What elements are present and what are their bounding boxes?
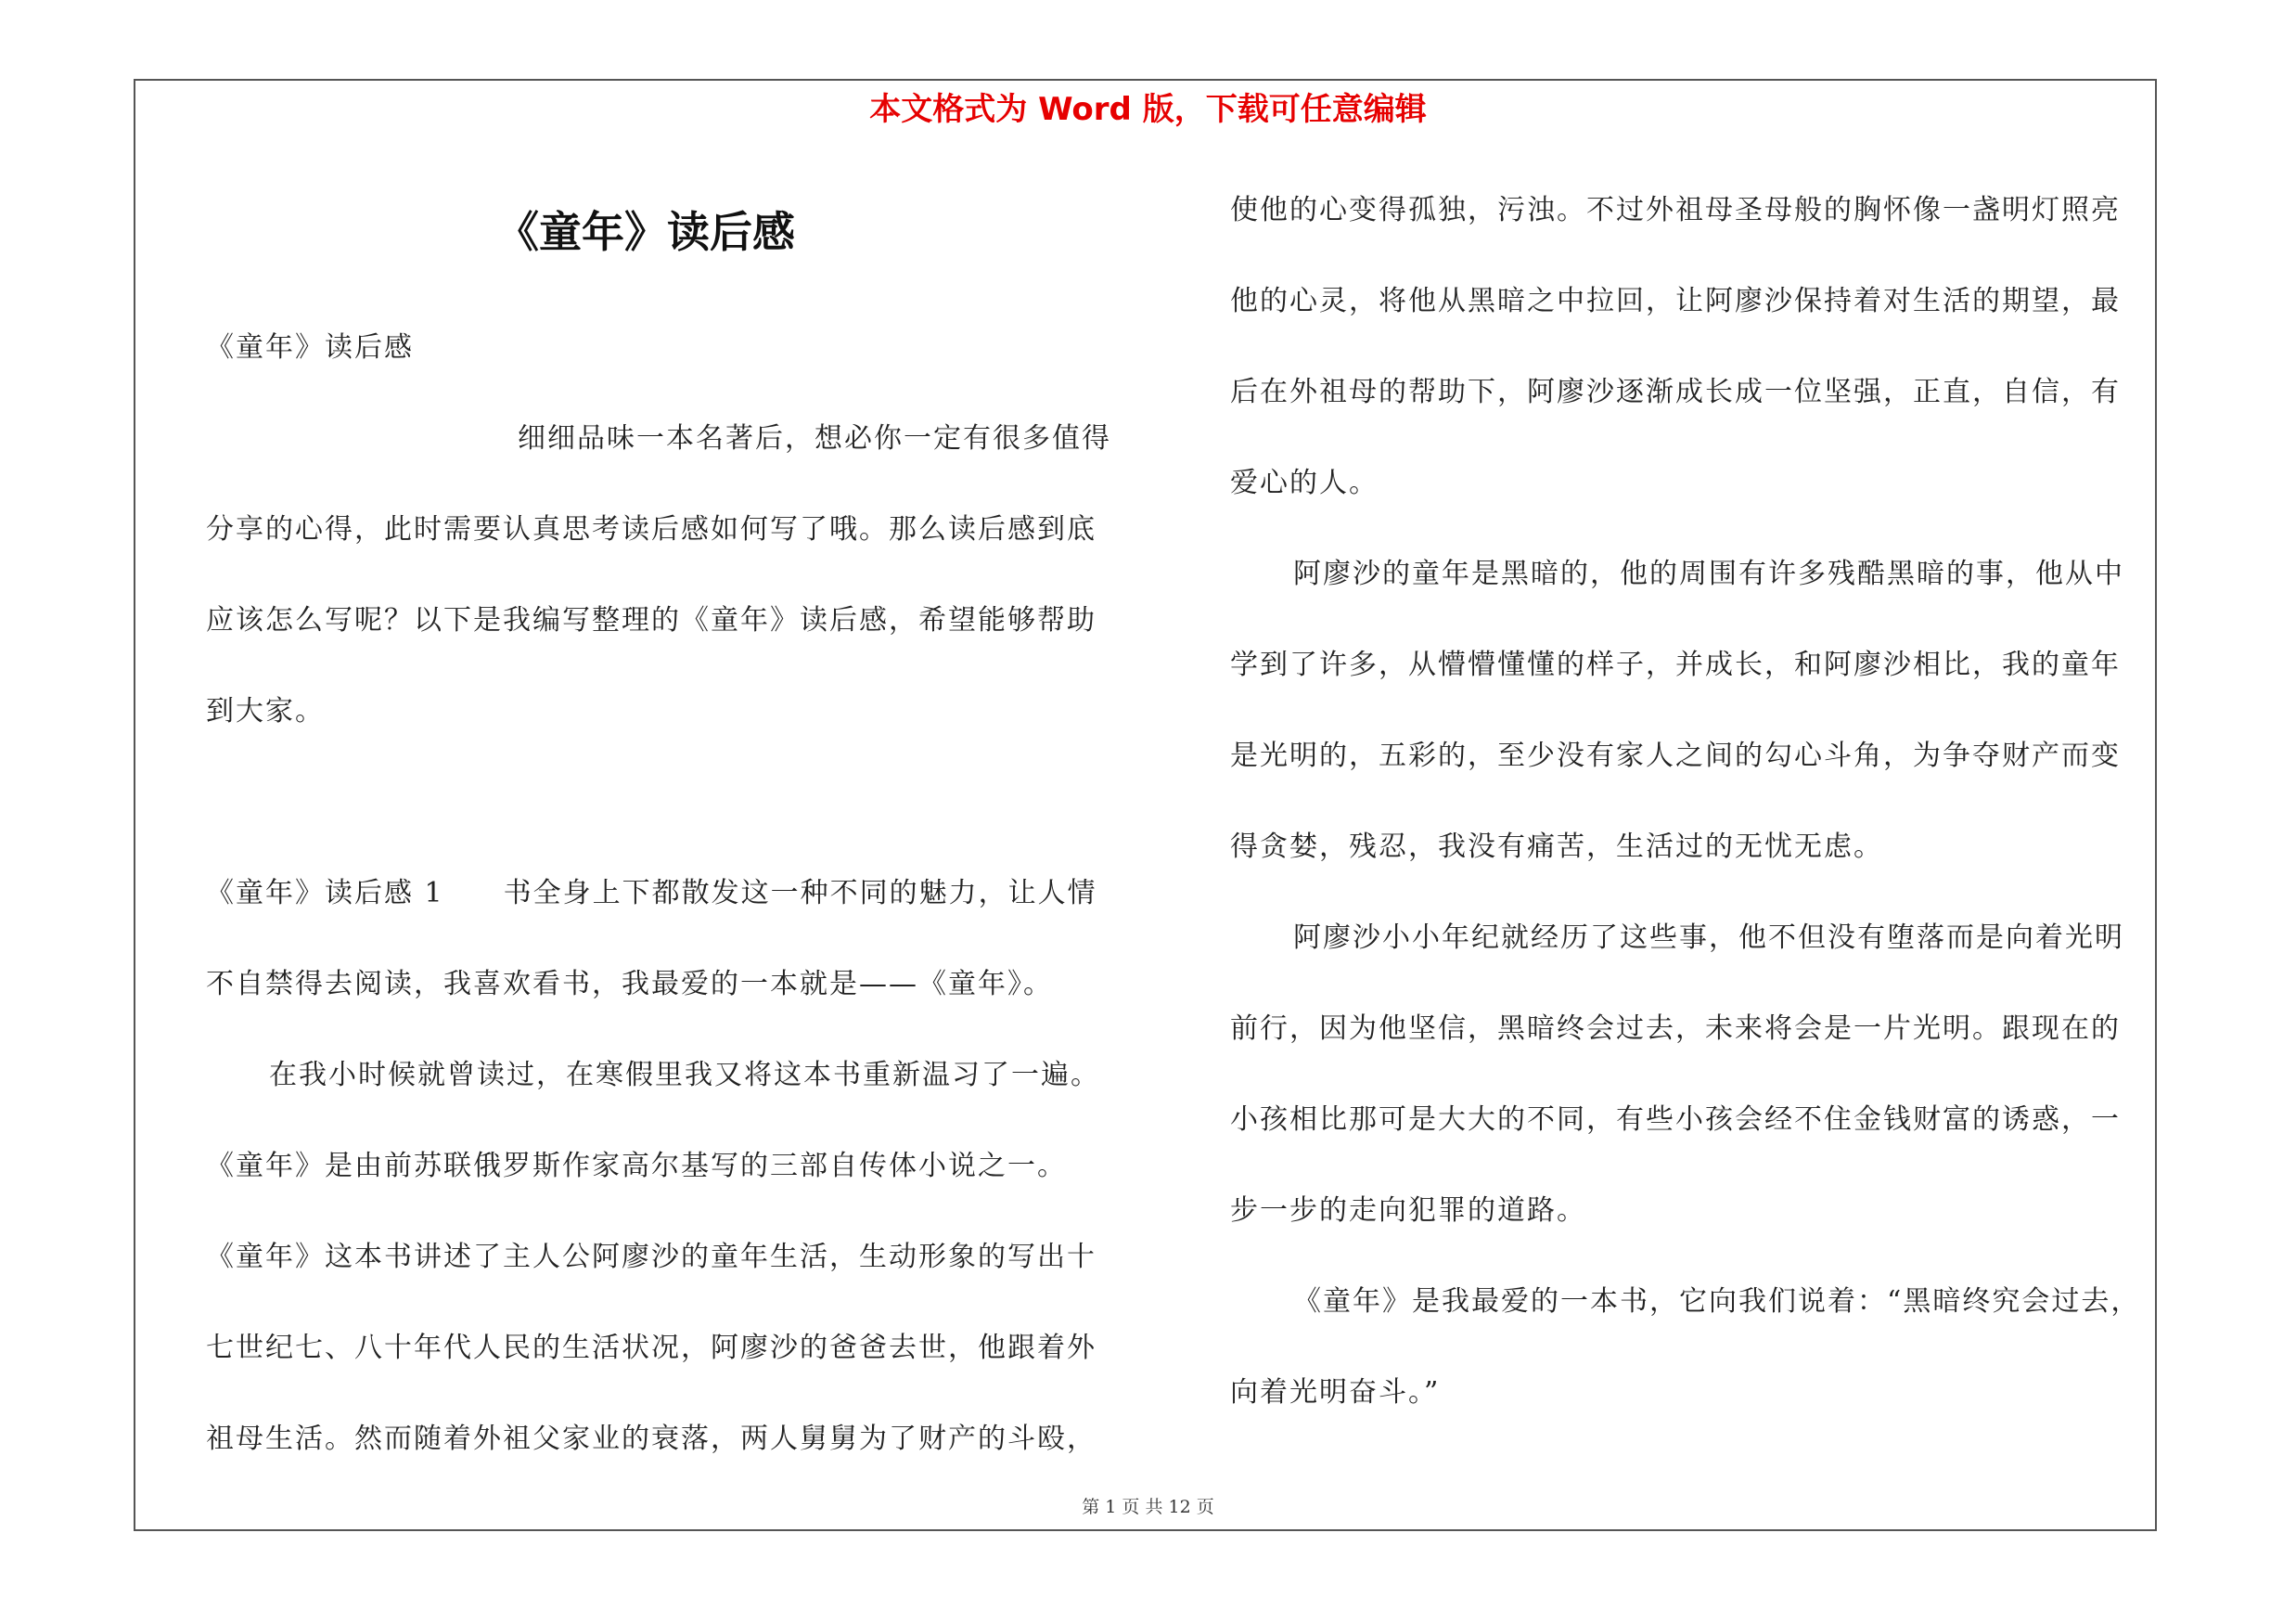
text-line: 爱心的人。	[1230, 467, 1379, 499]
text-line: 后在外祖母的帮助下，阿廖沙逐渐成长成一位坚强，正直，自信，有	[1230, 376, 2121, 408]
text-line: 阿廖沙小小年纪就经历了这些事，他不但没有堕落而是向着光明	[1293, 921, 2124, 954]
text-line: 使他的心变得孤独，污浊。不过外祖母圣母般的胸怀像一盏明灯照亮	[1230, 194, 2121, 226]
text-line: 小孩相比那可是大大的不同，有些小孩会经不住金钱财富的诱惑，一	[1230, 1103, 2121, 1136]
text-line: 阿廖沙的童年是黑暗的，他的周围有许多残酷黑暗的事，他从中	[1293, 558, 2124, 590]
text-line: 不自禁得去阅读，我喜欢看书，我最爱的一本就是——《童年》。	[206, 968, 1053, 1000]
text-line: 细细品味一本名著后，想必你一定有很多值得	[518, 422, 1111, 455]
text-line: 《童年》是我最爱的一本书，它向我们说着：“黑暗终究会过去，	[1293, 1285, 2141, 1318]
page-number-footer: 第 1 页 共 12 页	[1082, 1497, 1214, 1517]
text-line: 向着光明奋斗。”	[1230, 1376, 1441, 1409]
text-line: 应该怎么写呢？以下是我编写整理的《童年》读后感，希望能够帮助	[206, 604, 1097, 637]
text-line: 祖母生活。然而随着外祖父家业的衰落，两人舅舅为了财产的斗殴，	[206, 1423, 1097, 1455]
text-line: 他的心灵，将他从黑暗之中拉回，让阿廖沙保持着对生活的期望，最	[1230, 285, 2121, 317]
text-line: 在我小时候就曾读过，在寒假里我又将这本书重新温习了一遍。	[269, 1059, 1100, 1091]
text-line: 前行，因为他坚信，黑暗终会过去，未来将会是一片光明。跟现在的	[1230, 1012, 2121, 1045]
text-line: 是光明的，五彩的，至少没有家人之间的勾心斗角，为争夺财产而变	[1230, 740, 2121, 772]
text-line: 七世纪七、八十年代人民的生活状况，阿廖沙的爸爸去世，他跟着外	[206, 1332, 1097, 1364]
text-line: 学到了许多，从懵懵懂懂的样子，并成长，和阿廖沙相比，我的童年	[1230, 649, 2121, 681]
text-line: 《童年》是由前苏联俄罗斯作家高尔基写的三部自传体小说之一。	[206, 1150, 1067, 1182]
document-title: 《童年》读后感	[496, 207, 795, 257]
text-line: 《童年》这本书讲述了主人公阿廖沙的童年生活，生动形象的写出十	[206, 1241, 1097, 1273]
format-banner: 本文格式为 Word 版，下载可任意编辑	[869, 91, 1427, 128]
text-line: 到大家。	[206, 695, 325, 728]
text-line: 得贪婪，残忍，我没有痛苦，生活过的无忧无虑。	[1230, 831, 1883, 863]
text-line: 分享的心得，此时需要认真思考读后感如何写了哦。那么读后感到底	[206, 513, 1097, 546]
text-line: 《童年》读后感 1 书全身上下都散发这一种不同的魅力，让人情	[206, 877, 1097, 909]
text-line: 《童年》读后感	[206, 331, 414, 364]
text-line: 步一步的走向犯罪的道路。	[1230, 1194, 1586, 1227]
